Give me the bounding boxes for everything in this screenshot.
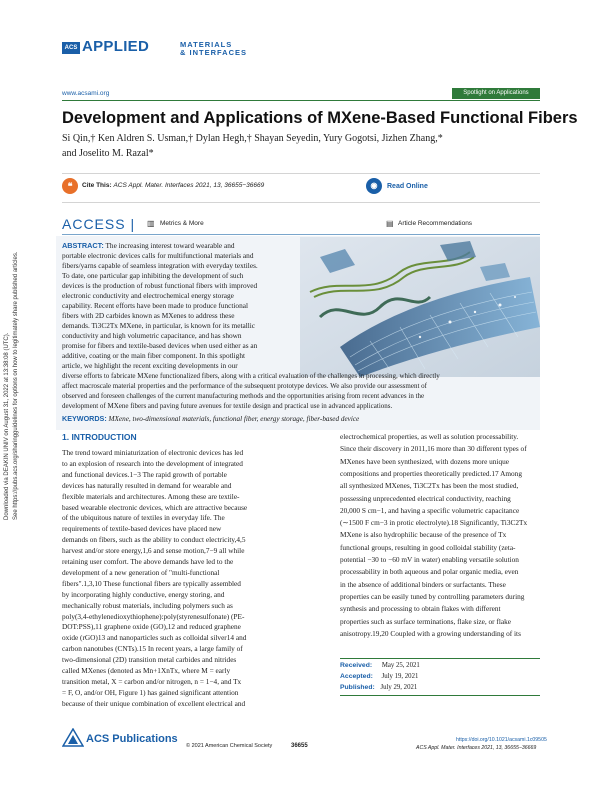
abstract-line: diverse efforts to fabricate MXene functionalized fibers, along with a critical evaluation of the challenges in processing, which directly bbox=[62, 372, 440, 380]
copyright: © 2021 American Chemical Society bbox=[186, 743, 273, 749]
intro-left-line: = F, O, and/or OH, Figure 1) has gained significant attention bbox=[62, 687, 239, 697]
intro-right-line: properties such as surface terminations, flake size, or flake bbox=[340, 616, 512, 626]
article-recommendations-link[interactable]: Article Recommendations bbox=[398, 220, 473, 227]
intro-right-line: (∼1500 F cm−3 in protic electrolyte).18 Significantly, Ti3C2Tx bbox=[340, 518, 528, 528]
doi-link[interactable]: https://doi.org/10.1021/acsami.1c09505 bbox=[456, 737, 547, 743]
intro-left-line: The trend toward miniaturization of electronic devices has led bbox=[62, 448, 244, 457]
abstract-line: affect macroscale material properties and the performance of the subsequent prototype devices. We also provide our assessment of bbox=[62, 382, 427, 390]
intro-left-line: oxide (rGO)13 and nanoparticles such as colloidal silver14 and bbox=[62, 633, 247, 643]
accepted-row bbox=[340, 673, 418, 680]
intro-left-line: requirements of textile-based devices have placed new bbox=[62, 524, 222, 534]
section-badge: Spotlight on Applications bbox=[452, 88, 540, 99]
intro-left-line: and functional devices.1−3 The rapid growth of portable bbox=[62, 469, 227, 479]
cite-label: Cite This: bbox=[82, 182, 112, 189]
intro-left-line: two-dimensional (2D) transition metal carbides and nitrides bbox=[62, 655, 237, 665]
cite-reference: ACS Appl. Mater. Interfaces 2021, 13, 36655−36669 bbox=[113, 182, 265, 189]
article-title: Development and Applications of MXene-Based Functional Fibers bbox=[62, 109, 578, 127]
bar-chart-icon[interactable]: ▥ bbox=[147, 219, 155, 228]
intro-left-line: flexible materials and architectures. Among these are textile- bbox=[62, 491, 240, 501]
abstract-line: conductivity and high volumetric capacitance, and has shown bbox=[62, 331, 242, 340]
intro-left-line: mechanically robust materials, including polymers such as bbox=[62, 600, 233, 610]
abstract-line: promise for fibers and textile-based devices when used either as an bbox=[62, 341, 258, 350]
abstract-line: fibers with 2D carbides known as MXenes to address these bbox=[62, 311, 235, 320]
intro-left-line: poly(3,4-ethylenedioxythiophene):poly(styrenesulfonate) (PE- bbox=[62, 611, 245, 621]
keywords-list: MXene, two-dimensional materials, functional fiber, energy storage, fiber-based device bbox=[108, 415, 360, 423]
journal-website-link[interactable]: www.acsami.org bbox=[62, 90, 110, 97]
read-online-link[interactable]: Read Online bbox=[387, 183, 428, 190]
intro-right-line: all synthesized MXenes, Ti3C2Tx has been the most studied, bbox=[340, 481, 519, 491]
intro-left-line: carbon nanotubes (CNTs).15 In recent years, a large family of bbox=[62, 644, 243, 654]
cite-quote-icon[interactable]: ❝ bbox=[62, 178, 78, 194]
abstract-line: development of MXene fibers and paving future avenues for textile design and practical use in advanced applications. bbox=[62, 402, 393, 410]
journal-name-materials: MATERIALS bbox=[180, 40, 233, 49]
published-label: Published: bbox=[340, 684, 375, 691]
intro-right-line: possessing unprecedented electrical conductivity, reaching bbox=[340, 493, 511, 503]
journal-name-applied: APPLIED bbox=[82, 38, 150, 55]
intro-right-line: MXene is also hydrophilic because of the presence of Tx bbox=[340, 530, 507, 540]
author-list-line-1[interactable]: Si Qin,† Ken Aldren S. Usman,† Dylan Hegh,† Shayan Seyedin, Yury Gogotsi, Jizhen Zhang,* bbox=[62, 133, 443, 144]
intro-left-line: to an explosion of research into the development of integrated bbox=[62, 458, 243, 468]
footer-citation: ACS Appl. Mater. Interfaces 2021, 13, 36655−36669 bbox=[416, 745, 537, 751]
abstract-line: demands. Ti3C2Tx MXene, in particular, is known for its metallic bbox=[62, 321, 256, 330]
intro-left-line: development of a new generation of "multi-functional bbox=[62, 567, 220, 577]
access-label: ACCESS | bbox=[62, 216, 136, 232]
intro-left-line: transition metal, X = carbon and/or nitrogen, n = 1−4, and Tx bbox=[62, 676, 242, 686]
intro-right-line: Since their discovery in 2011,16 more than 30 different types of bbox=[340, 444, 527, 454]
acs-publications-icon bbox=[62, 728, 84, 750]
intro-left-line: because of their unique combination of excellent electrical and bbox=[62, 698, 246, 708]
intro-right-line: functional groups, resulting in good colloidal stability (zeta- bbox=[340, 542, 516, 552]
keywords-label: KEYWORDS: bbox=[62, 414, 107, 423]
read-online-icon[interactable]: ◉ bbox=[366, 178, 382, 194]
metrics-link[interactable]: Metrics & More bbox=[160, 220, 204, 227]
abstract-line: portable electronic devices calls for multifunctional materials and bbox=[62, 251, 254, 260]
intro-left-line: fibers".1,3,10 These functional fibers are typically assembled bbox=[62, 578, 241, 588]
publication-history bbox=[340, 658, 540, 696]
download-notice: Downloaded via DEAKIN UNIV on August 31, 2022 at 13:38:08 (UTC). bbox=[4, 332, 10, 520]
intro-left-line: retaining user comfort. The above demands have led to the bbox=[62, 557, 234, 566]
intro-right-line: MXenes have been synthesized, with dozens more unique bbox=[340, 456, 509, 466]
header-divider bbox=[62, 100, 540, 101]
intro-right-line: synthesis and processing to obtain flakes with different bbox=[340, 604, 501, 614]
intro-right-line: anisotropy.19,20 Coupled with a growing understanding of its bbox=[340, 628, 521, 638]
intro-right-line: 20,000 S cm−1, and having a specific volumetric capacitance bbox=[340, 505, 520, 515]
publisher-name[interactable]: ACS Publications bbox=[86, 733, 178, 745]
intro-left-line: called MXenes (denoted as Mn+1XnTx, where M = early bbox=[62, 666, 231, 675]
intro-right-line: compositions and properties theoretically predicted.17 Among bbox=[340, 468, 522, 478]
abstract-line: capability. Recent efforts have been made to produce functional bbox=[62, 301, 248, 310]
intro-left-line: devices has naturally resulted in demand for wearable and bbox=[62, 480, 232, 490]
author-list-line-2[interactable]: and Joselito M. Razal* bbox=[62, 148, 154, 159]
intro-left-line: harvest and/or store energy,1,6 and sense motion,7−9 all while bbox=[62, 546, 245, 556]
accepted-date: July 19, 2021 bbox=[381, 673, 419, 680]
intro-right-line: potential −30 to −60 mV in water) enabling versatile solution bbox=[340, 555, 519, 564]
intro-left-line: of the ubiquitous nature of textiles in everyday life. The bbox=[62, 513, 225, 523]
access-divider bbox=[62, 234, 540, 235]
intro-left-line: based wearable electronic devices, which are attractive because bbox=[62, 502, 248, 512]
abstract-label: ABSTRACT: bbox=[62, 241, 104, 250]
abstract-line: article, we highlight the recent exciting developments in our bbox=[62, 361, 238, 370]
document-icon[interactable]: ▤ bbox=[386, 219, 394, 228]
abstract-line-text: The increasing interest toward wearable and bbox=[103, 241, 235, 250]
abstract-line: electronic conductivity and electrochemical energy storage bbox=[62, 291, 234, 300]
received-label: Received: bbox=[340, 662, 373, 669]
abstract-line bbox=[62, 241, 235, 251]
sharing-guidelines-link[interactable]: See https://pubs.acs.org/sharingguidelines for options on how to legitimately share published articles. bbox=[13, 251, 19, 520]
received-row bbox=[340, 662, 420, 669]
acs-logo-mark: ACS bbox=[62, 42, 80, 54]
abstract-line: additive, coating or the main fiber component. In this spotlight bbox=[62, 351, 245, 360]
intro-left-line: demands on fibers, such as the ability to conduct electricity,4,5 bbox=[62, 535, 246, 545]
intro-left-line: by incorporating highly conductive, energy storing, and bbox=[62, 589, 225, 599]
intro-left-line: DOT:PSS),11 graphene oxide (GO),12 and reduced graphene bbox=[62, 622, 241, 632]
abstract-line: fibers/yarns capable of seamless integration with everyday textiles. bbox=[62, 261, 258, 270]
abstract-line: observed and foreseen challenges of the current manufacturing methods and the opportunities arising from recent advances in the bbox=[62, 392, 425, 400]
intro-right-line: in the absence of additional binders or surfactants. These bbox=[340, 579, 506, 589]
intro-right-line: properties can be easily tuned by controlling parameters during bbox=[340, 591, 525, 601]
abstract-line: devices is the production of robust functional fibers with improved bbox=[62, 281, 258, 290]
accepted-label: Accepted: bbox=[340, 673, 373, 680]
cite-this[interactable] bbox=[82, 182, 264, 189]
page-number: 36655 bbox=[291, 743, 308, 749]
toc-graphic bbox=[300, 237, 540, 377]
received-date: May 25, 2021 bbox=[381, 662, 420, 669]
abstract-line: To date, one particular gap inhibiting the development of such bbox=[62, 271, 244, 280]
access-text: ACCESS bbox=[62, 216, 126, 232]
published-row bbox=[340, 684, 417, 691]
intro-right-line: electrochemical properties, as well as solution processability. bbox=[340, 432, 519, 441]
journal-name-interfaces: & INTERFACES bbox=[180, 48, 248, 57]
keywords bbox=[62, 414, 359, 423]
intro-right-line: processability in both aqueous and polar organic media, even bbox=[340, 567, 519, 577]
published-date: July 29, 2021 bbox=[380, 684, 418, 691]
section-heading-introduction: 1. INTRODUCTION bbox=[62, 432, 137, 442]
